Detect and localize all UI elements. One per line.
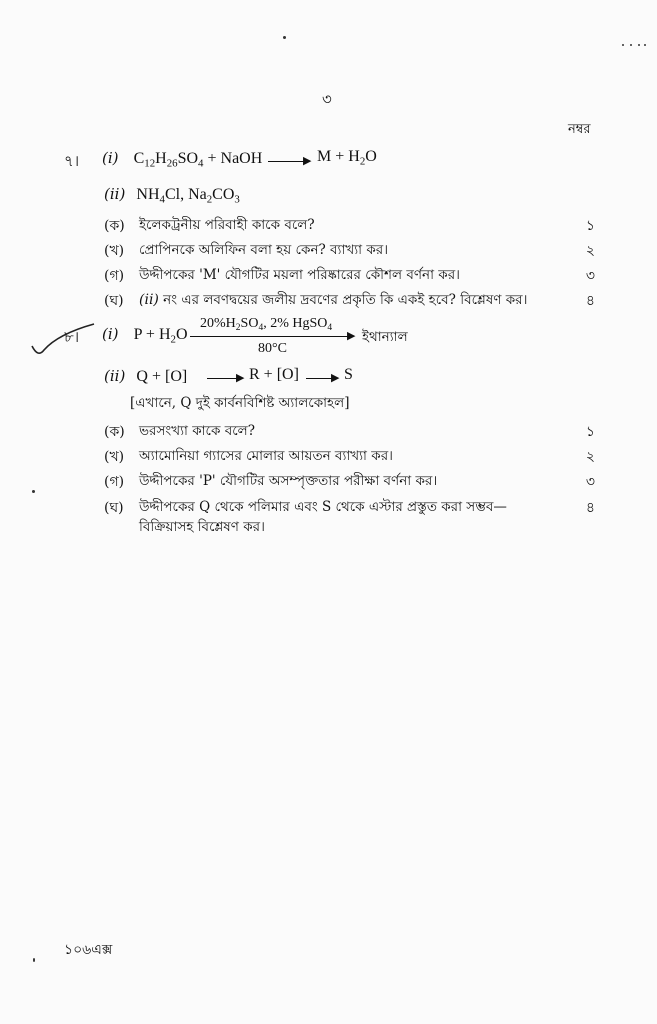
page-number: ৩ — [322, 90, 332, 108]
q8-option-kha-label: (খ) — [104, 449, 125, 465]
q8-option-gha-label: (ঘ) — [104, 500, 124, 516]
q8-part-i-label: (i) — [102, 325, 119, 343]
q8-option-ka-mark: ১ — [585, 424, 595, 440]
q7-option-kha-label: (খ) — [104, 243, 125, 259]
q7-part-ii — [104, 184, 240, 204]
q8-part-ii — [104, 366, 187, 386]
q8-step2: R + [O] — [249, 366, 299, 383]
q7-salts: $NH_4Cl$, $Na_2CO_3$ — [136, 186, 240, 206]
q7-equation: $C_{12}H_{26}SO_4$ + NaOH — [133, 150, 263, 170]
q7-product: $M + H_2O$ — [317, 148, 377, 168]
q8-reaction-arrow — [190, 336, 352, 337]
q8-option-gha-mark: ৪ — [585, 500, 595, 516]
q7-option-ka-label: (ক) — [104, 218, 125, 234]
q7-option-gha-text: (ii) নং এর লবণদ্বয়ের জলীয় দ্রবণের প্রকৃতি কি একই হবে? বিশ্লেষণ কর। — [139, 292, 528, 308]
q8-option-gha-text: উদ্দীপকের Q থেকে পলিমার এবং S থেকে এস্টার প্রস্তুত করা সম্ভব— — [139, 499, 507, 515]
q8-part-i — [102, 324, 188, 344]
q8-part-ii-label: (ii) — [104, 367, 126, 385]
q8-option-ga-text: উদ্দীপকের 'P' যৌগটির অসম্পৃক্ততার পরীক্ষা বর্ণনা কর। — [139, 473, 438, 489]
question-7-number: ৭। — [64, 152, 80, 170]
q7-option-ga-text: উদ্দীপকের 'M' যৌগটির ময়লা পরিষ্কারের কৌশল বর্ণনা কর। — [139, 267, 460, 283]
question-8-number: ৮। — [64, 328, 80, 346]
q7-part-ii-label: (ii) — [104, 185, 126, 203]
q8-note: [এখানে, Q দুই কার্বনবিশিষ্ট অ্যালকোহল] — [130, 395, 350, 411]
q7-reaction-arrow — [268, 161, 308, 162]
q7-option-gha-mark: ৪ — [585, 293, 595, 309]
q8-option-gha-text-cont: বিক্রিয়াসহ বিশ্লেষণ কর। — [139, 519, 265, 535]
q8-lhs: $P + H_2O$ — [133, 326, 188, 346]
q8-option-ga-mark: ৩ — [585, 474, 595, 490]
footer-paper-code: ১০৬এক্স — [64, 942, 113, 958]
q7-option-ga-mark: ৩ — [585, 268, 595, 284]
q8-option-kha-mark: ২ — [585, 449, 595, 465]
q8-product-ethanal: ইথান্যাল — [362, 329, 408, 345]
arrow-head-icon: ▶ — [303, 154, 312, 167]
q8-option-kha-text: অ্যামোনিয়া গ্যাসের মোলার আয়তন ব্যাখ্যা কর। — [139, 448, 393, 464]
q7-option-gha-label: (ঘ) — [104, 293, 124, 309]
arrow-head-icon: ▶ — [331, 371, 340, 384]
q8-step3: S — [344, 366, 353, 383]
q8-step1: Q + [O] — [136, 368, 188, 385]
q8-option-ga-label: (গ) — [104, 474, 125, 490]
q8-condition-temperature: 80°C — [258, 341, 287, 356]
arrow-head-icon: ▶ — [236, 371, 245, 384]
q7-option-kha-mark: ২ — [585, 243, 595, 259]
q7-option-ka-mark: ১ — [585, 218, 595, 234]
arrow-head-icon: ▶ — [347, 329, 356, 342]
q7-option-ga-label: (গ) — [104, 268, 125, 284]
q7-part-i-label: (i) — [102, 149, 119, 167]
q7-option-ka-text: ইলেকট্রনীয় পরিবাহী কাকে বলে? — [139, 217, 315, 233]
q8-condition-catalyst: $20\%H_2SO_4$, 2% HgSO$_4$ — [200, 316, 333, 333]
q8-option-ka-label: (ক) — [104, 424, 125, 440]
q7-option-kha-text: প্রোপিনকে অলিফিন বলা হয় কেন? ব্যাখ্যা কর। — [139, 242, 389, 258]
marks-column-header: নম্বর — [568, 122, 591, 137]
q7-part-i — [102, 148, 262, 168]
q8-option-ka-text: ভরসংখ্যা কাকে বলে? — [139, 423, 255, 439]
